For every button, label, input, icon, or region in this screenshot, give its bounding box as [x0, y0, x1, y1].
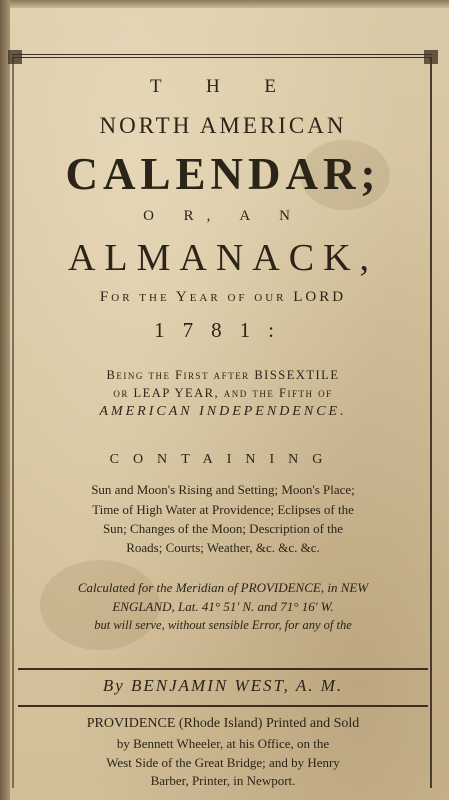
calculation-line-1: Calculated for the Meridian of PROVIDENCE, in NEW — [77, 580, 369, 595]
border-right-line — [430, 58, 432, 788]
title-the: T H E — [149, 76, 297, 97]
for-the-year: For the Year of our LORD — [99, 289, 347, 305]
title-north-american: NORTH AMERICAN — [99, 113, 347, 138]
title-almanack: ALMANACK, — [67, 237, 379, 279]
page-top-edge — [0, 0, 449, 8]
contents-line-3: Sun; Changes of the Moon; Description of the — [102, 521, 344, 536]
imprint-line-2: by Bennett Wheeler, at his Office, on the — [116, 736, 330, 751]
contents-line-1: Sun and Moon's Rising and Setting; Moon's Place; — [91, 482, 355, 497]
divider-rule — [18, 705, 428, 707]
contents-line-4: Roads; Courts; Weather, &c. &c. &c. — [126, 540, 320, 555]
imprint-line-3: West Side of the Great Bridge; and by Henry — [106, 755, 340, 770]
corner-ornament — [424, 50, 438, 64]
imprint-line-1: PROVIDENCE (Rhode Island) Printed and Sold — [86, 716, 360, 731]
title-or-an: O R, A N — [143, 208, 303, 224]
imprint-line-4: Barber, Printer, in Newport. — [150, 773, 296, 788]
being-line-2: or LEAP YEAR, and the Fifth of — [113, 386, 333, 400]
title-calendar: CALENDAR; — [65, 149, 381, 199]
calculation-line-2: ENGLAND, Lat. 41° 51' N. and 71° 16' W. — [112, 599, 334, 614]
author-line: By BENJAMIN WEST, A. M. — [102, 676, 344, 695]
being-line-1: Being the First after BISSEXTILE — [106, 368, 340, 382]
contents-line-2: Time of High Water at Providence; Eclipses of the — [92, 502, 354, 517]
border-left-line — [12, 58, 14, 788]
corner-ornament — [8, 50, 22, 64]
being-line-3: AMERICAN INDEPENDENCE. — [99, 404, 347, 419]
calculation-line-3: but will serve, without sensible Error, for any of the — [94, 618, 352, 632]
page-left-edge — [0, 0, 10, 800]
divider-rule — [18, 668, 428, 670]
containing-heading: CONTAINING — [109, 452, 337, 467]
year-number: 1781: — [154, 318, 292, 342]
